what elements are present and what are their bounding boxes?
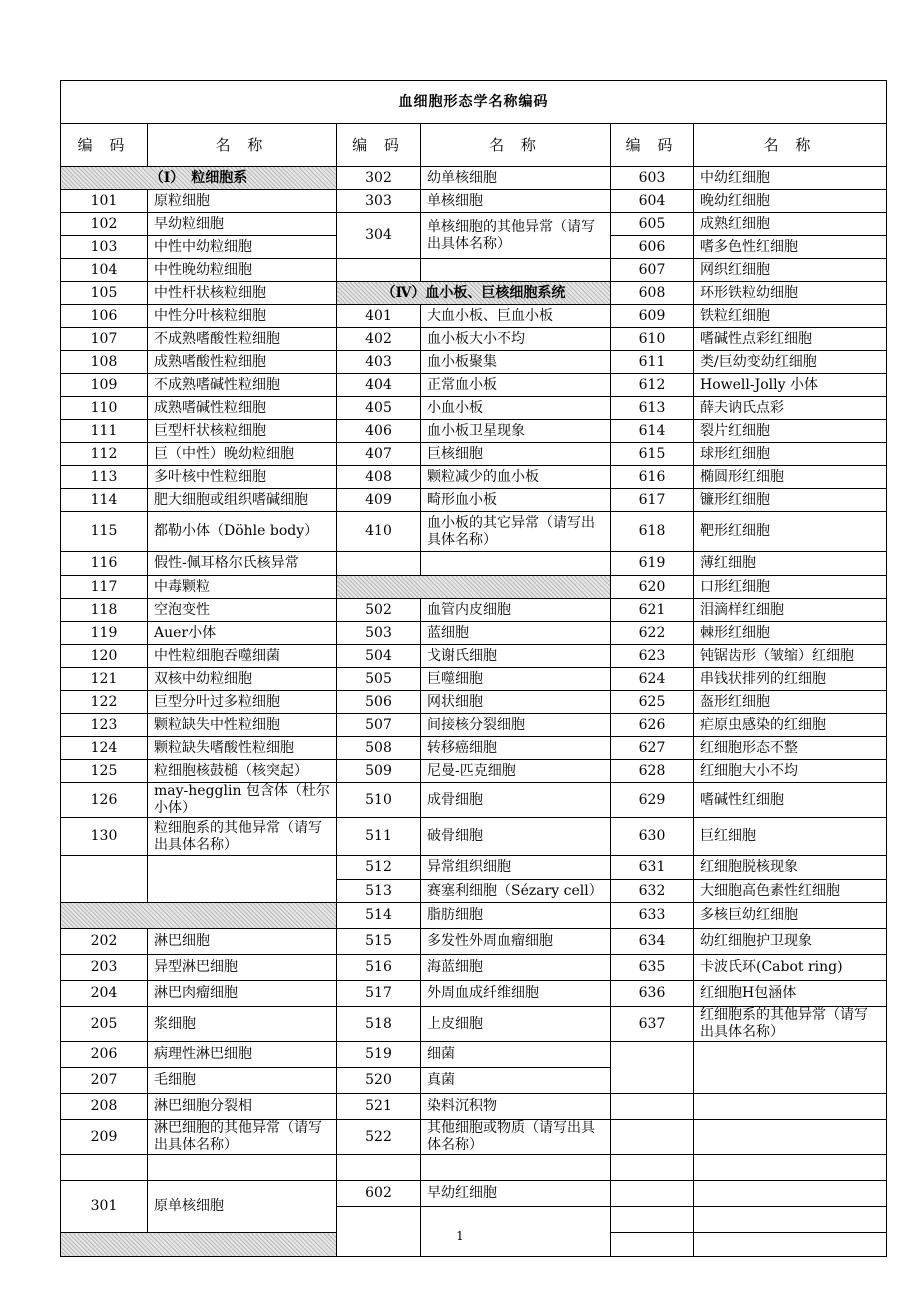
code-cell: 511 <box>337 818 421 856</box>
table-row <box>61 1007 887 1042</box>
code-cell: 203 <box>61 955 148 981</box>
header-name: 名 称 <box>148 124 337 167</box>
name-cell <box>148 856 337 903</box>
name-cell: 原单核细胞 <box>148 1181 337 1233</box>
empty-cell <box>694 1181 887 1207</box>
code-cell: 612 <box>611 374 694 397</box>
header-code: 编 码 <box>337 124 421 167</box>
header-code: 编 码 <box>611 124 694 167</box>
name-cell: 多核巨幼红细胞 <box>694 903 887 929</box>
name-cell: 染料沉积物 <box>421 1094 611 1120</box>
code-cell: 613 <box>611 397 694 420</box>
code-cell: 637 <box>611 1007 694 1042</box>
name-cell: 假性-佩耳格尔氏核异常 <box>148 552 337 576</box>
table-row <box>61 714 887 737</box>
name-cell: 血小板大小不均 <box>421 328 611 351</box>
table-row <box>61 818 887 856</box>
code-cell <box>337 1155 421 1181</box>
table-row <box>61 305 887 328</box>
name-cell: 中性中幼粒细胞 <box>148 236 337 259</box>
code-cell <box>337 552 421 576</box>
code-cell: 120 <box>61 645 148 668</box>
name-cell: 颗粒缺失嗜酸性粒细胞 <box>148 737 337 760</box>
code-cell: 114 <box>61 489 148 512</box>
name-cell: 成熟红细胞 <box>694 213 887 236</box>
name-cell: 浆细胞 <box>148 1007 337 1042</box>
name-cell: 口形红细胞 <box>694 576 887 599</box>
code-cell: 517 <box>337 981 421 1007</box>
code-cell: 504 <box>337 645 421 668</box>
name-cell: 畸形血小板 <box>421 489 611 512</box>
name-cell: 球形红细胞 <box>694 443 887 466</box>
name-cell: 网织红细胞 <box>694 259 887 282</box>
section-header <box>61 903 337 929</box>
name-cell: 嗜碱性点彩红细胞 <box>694 328 887 351</box>
page-title: 血细胞形态学名称编码 <box>61 81 887 124</box>
name-cell: 小血小板 <box>421 397 611 420</box>
empty-cell <box>694 1094 887 1120</box>
header-name: 名 称 <box>694 124 887 167</box>
name-cell: 粒细胞系的其他异常（请写出具体名称） <box>148 818 337 856</box>
name-cell: 转移癌细胞 <box>421 737 611 760</box>
code-cell: 402 <box>337 328 421 351</box>
section-header: （Ⅳ）血小板、巨核细胞系统 <box>337 282 611 305</box>
code-cell: 619 <box>611 552 694 576</box>
name-cell: Auer小体 <box>148 622 337 645</box>
code-cell: 302 <box>337 167 421 190</box>
table-row <box>61 351 887 374</box>
name-cell: 串钱状排列的红细胞 <box>694 668 887 691</box>
name-cell: 泪滴样红细胞 <box>694 599 887 622</box>
code-cell <box>61 856 148 903</box>
code-cell: 304 <box>337 213 421 259</box>
name-cell: 红细胞脱核现象 <box>694 856 887 880</box>
name-cell: 网状细胞 <box>421 691 611 714</box>
code-cell: 113 <box>61 466 148 489</box>
name-cell: 赛塞利细胞（Sézary cell） <box>421 880 611 903</box>
name-cell: 嗜多色性红细胞 <box>694 236 887 259</box>
name-cell: 卡波氏环(Cabot ring) <box>694 955 887 981</box>
name-cell <box>421 552 611 576</box>
table-row <box>61 552 887 576</box>
table-row <box>61 1120 887 1155</box>
code-cell: 119 <box>61 622 148 645</box>
name-cell: 淋巴细胞 <box>148 929 337 955</box>
cell-code-table <box>60 80 887 1257</box>
empty-cell <box>611 1120 694 1155</box>
code-cell: 516 <box>337 955 421 981</box>
code-cell: 103 <box>61 236 148 259</box>
name-cell: 红细胞系的其他异常（请写出具体名称） <box>694 1007 887 1042</box>
name-cell: 铁粒红细胞 <box>694 305 887 328</box>
table-row <box>61 576 887 599</box>
name-cell: 不成熟嗜碱性粒细胞 <box>148 374 337 397</box>
name-cell: 异常组织细胞 <box>421 856 611 880</box>
name-cell: 成熟嗜酸性粒细胞 <box>148 351 337 374</box>
name-cell: 颗粒减少的血小板 <box>421 466 611 489</box>
code-cell: 509 <box>337 760 421 783</box>
name-cell: 红细胞大小不均 <box>694 760 887 783</box>
header-row <box>61 124 887 167</box>
code-cell: 519 <box>337 1042 421 1068</box>
code-cell: 618 <box>611 512 694 552</box>
empty-cell <box>611 1181 694 1207</box>
name-cell: 血管内皮细胞 <box>421 599 611 622</box>
table-row <box>61 691 887 714</box>
table-row <box>61 213 887 236</box>
name-cell: 靶形红细胞 <box>694 512 887 552</box>
table-row <box>61 167 887 190</box>
code-cell: 608 <box>611 282 694 305</box>
table-row <box>61 1042 887 1068</box>
header-code: 编 码 <box>61 124 148 167</box>
code-cell: 610 <box>611 328 694 351</box>
name-cell: 戈谢氏细胞 <box>421 645 611 668</box>
code-cell: 518 <box>337 1007 421 1042</box>
code-cell: 615 <box>611 443 694 466</box>
code-cell: 617 <box>611 489 694 512</box>
name-cell: 巨型分叶过多粒细胞 <box>148 691 337 714</box>
name-cell: 双核中幼粒细胞 <box>148 668 337 691</box>
code-cell <box>61 1155 148 1181</box>
code-cell: 625 <box>611 691 694 714</box>
code-cell: 209 <box>61 1120 148 1155</box>
code-cell: 512 <box>337 856 421 880</box>
section-header: （Ⅰ） 粒细胞系 <box>61 167 337 190</box>
table-row <box>61 929 887 955</box>
name-cell: 中性杆状核粒细胞 <box>148 282 337 305</box>
table-row <box>61 374 887 397</box>
code-cell: 503 <box>337 622 421 645</box>
code-cell: 614 <box>611 420 694 443</box>
code-cell: 623 <box>611 645 694 668</box>
name-cell: 单核细胞的其他异常（请写出具体名称） <box>421 213 611 259</box>
name-cell: 幼红细胞护卫现象 <box>694 929 887 955</box>
name-cell: 中性分叶核粒细胞 <box>148 305 337 328</box>
code-cell: 107 <box>61 328 148 351</box>
name-cell: 成熟嗜碱性粒细胞 <box>148 397 337 420</box>
name-cell: 异型淋巴细胞 <box>148 955 337 981</box>
name-cell: 早幼红细胞 <box>421 1181 611 1207</box>
code-cell: 505 <box>337 668 421 691</box>
name-cell: 海蓝细胞 <box>421 955 611 981</box>
name-cell: 薄红细胞 <box>694 552 887 576</box>
header-name: 名 称 <box>421 124 611 167</box>
name-cell: 血小板卫星现象 <box>421 420 611 443</box>
name-cell: 巨核细胞 <box>421 443 611 466</box>
code-cell: 108 <box>61 351 148 374</box>
code-cell: 124 <box>61 737 148 760</box>
name-cell: may-hegglin 包含体（杜尔小体） <box>148 783 337 818</box>
name-cell: 正常血小板 <box>421 374 611 397</box>
code-cell: 109 <box>61 374 148 397</box>
empty-cell <box>421 259 611 282</box>
name-cell: 巨红细胞 <box>694 818 887 856</box>
table-row <box>61 622 887 645</box>
code-cell: 110 <box>61 397 148 420</box>
code-cell: 105 <box>61 282 148 305</box>
code-cell: 604 <box>611 190 694 213</box>
code-cell: 111 <box>61 420 148 443</box>
table-row <box>61 259 887 282</box>
code-cell: 130 <box>61 818 148 856</box>
name-cell: 巨噬细胞 <box>421 668 611 691</box>
code-cell: 206 <box>61 1042 148 1068</box>
code-cell <box>611 1042 694 1094</box>
code-cell: 125 <box>61 760 148 783</box>
name-cell: 病理性淋巴细胞 <box>148 1042 337 1068</box>
empty-cell <box>611 1094 694 1120</box>
code-cell: 622 <box>611 622 694 645</box>
code-cell: 606 <box>611 236 694 259</box>
name-cell: 裂片红细胞 <box>694 420 887 443</box>
code-cell: 603 <box>611 167 694 190</box>
code-cell: 514 <box>337 903 421 929</box>
name-cell: 多叶核中性粒细胞 <box>148 466 337 489</box>
name-cell: 晚幼红细胞 <box>694 190 887 213</box>
code-cell: 405 <box>337 397 421 420</box>
table-row <box>61 981 887 1007</box>
table-row <box>61 1155 887 1181</box>
name-cell: 红细胞形态不整 <box>694 737 887 760</box>
code-cell: 631 <box>611 856 694 880</box>
code-cell: 403 <box>337 351 421 374</box>
name-cell: 钝锯齿形（皱缩）红细胞 <box>694 645 887 668</box>
name-cell: 其他细胞或物质（请写出具体名称） <box>421 1120 611 1155</box>
code-cell: 616 <box>611 466 694 489</box>
code-cell: 521 <box>337 1094 421 1120</box>
name-cell: 破骨细胞 <box>421 818 611 856</box>
name-cell: 中毒颗粒 <box>148 576 337 599</box>
code-cell: 407 <box>337 443 421 466</box>
table-row <box>61 955 887 981</box>
name-cell <box>148 1155 337 1181</box>
name-cell: 不成熟嗜酸性粒细胞 <box>148 328 337 351</box>
name-cell: 毛细胞 <box>148 1068 337 1094</box>
name-cell: 镰形红细胞 <box>694 489 887 512</box>
table-row <box>61 190 887 213</box>
code-cell: 611 <box>611 351 694 374</box>
code-cell: 602 <box>337 1181 421 1207</box>
name-cell: 嗜碱性红细胞 <box>694 783 887 818</box>
name-cell: 单核细胞 <box>421 190 611 213</box>
table-row <box>61 645 887 668</box>
code-cell: 632 <box>611 880 694 903</box>
table-row <box>61 903 887 929</box>
code-cell: 117 <box>61 576 148 599</box>
table-row <box>61 760 887 783</box>
code-cell: 104 <box>61 259 148 282</box>
code-cell: 204 <box>61 981 148 1007</box>
name-cell: 脂肪细胞 <box>421 903 611 929</box>
code-cell: 633 <box>611 903 694 929</box>
code-cell: 202 <box>61 929 148 955</box>
name-cell: 巨（中性）晚幼粒细胞 <box>148 443 337 466</box>
name-cell: 空泡变性 <box>148 599 337 622</box>
table-row <box>61 443 887 466</box>
name-cell: 淋巴细胞分裂相 <box>148 1094 337 1120</box>
code-cell: 627 <box>611 737 694 760</box>
name-cell: 淋巴细胞的其他异常（请写出具体名称） <box>148 1120 337 1155</box>
name-cell: 盔形红细胞 <box>694 691 887 714</box>
name-cell: 成骨细胞 <box>421 783 611 818</box>
name-cell: 蓝细胞 <box>421 622 611 645</box>
table-row <box>61 489 887 512</box>
code-cell: 116 <box>61 552 148 576</box>
code-cell: 510 <box>337 783 421 818</box>
code-cell: 634 <box>611 929 694 955</box>
code-cell: 126 <box>61 783 148 818</box>
code-cell: 404 <box>337 374 421 397</box>
code-cell: 408 <box>337 466 421 489</box>
code-cell: 636 <box>611 981 694 1007</box>
table-row <box>61 1094 887 1120</box>
code-cell: 520 <box>337 1068 421 1094</box>
name-cell: 血小板聚集 <box>421 351 611 374</box>
code-cell: 507 <box>337 714 421 737</box>
code-cell: 515 <box>337 929 421 955</box>
code-cell: 409 <box>337 489 421 512</box>
code-cell: 626 <box>611 714 694 737</box>
table-row <box>61 856 887 880</box>
name-cell: 粒细胞核鼓槌（核突起） <box>148 760 337 783</box>
code-cell: 122 <box>61 691 148 714</box>
name-cell <box>694 1042 887 1094</box>
name-cell: 中性粒细胞吞噬细菌 <box>148 645 337 668</box>
table-row <box>61 783 887 818</box>
empty-cell <box>694 1155 887 1181</box>
code-cell: 205 <box>61 1007 148 1042</box>
table-row <box>61 668 887 691</box>
name-cell: 巨型杆状核粒细胞 <box>148 420 337 443</box>
name-cell: 棘形红细胞 <box>694 622 887 645</box>
name-cell: 幼单核细胞 <box>421 167 611 190</box>
name-cell: 薛夫讷氏点彩 <box>694 397 887 420</box>
name-cell: 中幼红细胞 <box>694 167 887 190</box>
name-cell: 外周血成纤维细胞 <box>421 981 611 1007</box>
name-cell: 椭圆形红细胞 <box>694 466 887 489</box>
empty-cell <box>337 259 421 282</box>
name-cell: 疟原虫感染的红细胞 <box>694 714 887 737</box>
name-cell: 肥大细胞或组织嗜碱细胞 <box>148 489 337 512</box>
name-cell: 上皮细胞 <box>421 1007 611 1042</box>
code-cell: 106 <box>61 305 148 328</box>
code-cell: 303 <box>337 190 421 213</box>
code-cell: 121 <box>61 668 148 691</box>
table-row <box>61 466 887 489</box>
code-cell: 207 <box>61 1068 148 1094</box>
code-cell: 208 <box>61 1094 148 1120</box>
section-header <box>337 576 611 599</box>
name-cell: 尼曼-匹克细胞 <box>421 760 611 783</box>
code-cell: 112 <box>61 443 148 466</box>
name-cell: 细菌 <box>421 1042 611 1068</box>
code-cell: 630 <box>611 818 694 856</box>
code-cell: 401 <box>337 305 421 328</box>
code-cell: 605 <box>611 213 694 236</box>
empty-cell <box>694 1120 887 1155</box>
code-cell: 102 <box>61 213 148 236</box>
name-cell: 原粒细胞 <box>148 190 337 213</box>
code-cell: 607 <box>611 259 694 282</box>
name-cell: 类/巨幼变幼红细胞 <box>694 351 887 374</box>
code-cell: 506 <box>337 691 421 714</box>
code-cell: 101 <box>61 190 148 213</box>
name-cell: 红细胞H包涵体 <box>694 981 887 1007</box>
code-cell: 118 <box>61 599 148 622</box>
code-cell: 502 <box>337 599 421 622</box>
table-row <box>61 282 887 305</box>
name-cell: 颗粒缺失中性粒细胞 <box>148 714 337 737</box>
code-cell: 513 <box>337 880 421 903</box>
code-cell: 522 <box>337 1120 421 1155</box>
code-cell: 635 <box>611 955 694 981</box>
table-row <box>61 599 887 622</box>
name-cell: 血小板的其它异常（请写出具体名称） <box>421 512 611 552</box>
code-cell: 115 <box>61 512 148 552</box>
code-cell: 123 <box>61 714 148 737</box>
page-number: 1 <box>456 1229 464 1243</box>
code-cell: 609 <box>611 305 694 328</box>
code-cell: 621 <box>611 599 694 622</box>
name-cell: 大细胞高色素性红细胞 <box>694 880 887 903</box>
name-cell: 都勒小体（Döhle body） <box>148 512 337 552</box>
code-cell: 508 <box>337 737 421 760</box>
name-cell: 间接核分裂细胞 <box>421 714 611 737</box>
table-row <box>61 512 887 552</box>
name-cell: 淋巴肉瘤细胞 <box>148 981 337 1007</box>
name-cell: 大血小板、巨血小板 <box>421 305 611 328</box>
name-cell: 早幼粒细胞 <box>148 213 337 236</box>
name-cell: 多发性外周血瘤细胞 <box>421 929 611 955</box>
table-row <box>61 328 887 351</box>
code-cell: 410 <box>337 512 421 552</box>
table-row <box>61 420 887 443</box>
code-cell: 628 <box>611 760 694 783</box>
code-cell: 301 <box>61 1181 148 1233</box>
name-cell <box>421 1155 611 1181</box>
table-row <box>61 1181 887 1207</box>
name-cell: 环形铁粒幼细胞 <box>694 282 887 305</box>
name-cell: 中性晚幼粒细胞 <box>148 259 337 282</box>
table-row <box>61 397 887 420</box>
name-cell: Howell-Jolly 小体 <box>694 374 887 397</box>
code-cell: 624 <box>611 668 694 691</box>
empty-cell <box>611 1155 694 1181</box>
code-cell: 406 <box>337 420 421 443</box>
code-cell: 629 <box>611 783 694 818</box>
code-cell: 620 <box>611 576 694 599</box>
name-cell: 真菌 <box>421 1068 611 1094</box>
table-row <box>61 737 887 760</box>
